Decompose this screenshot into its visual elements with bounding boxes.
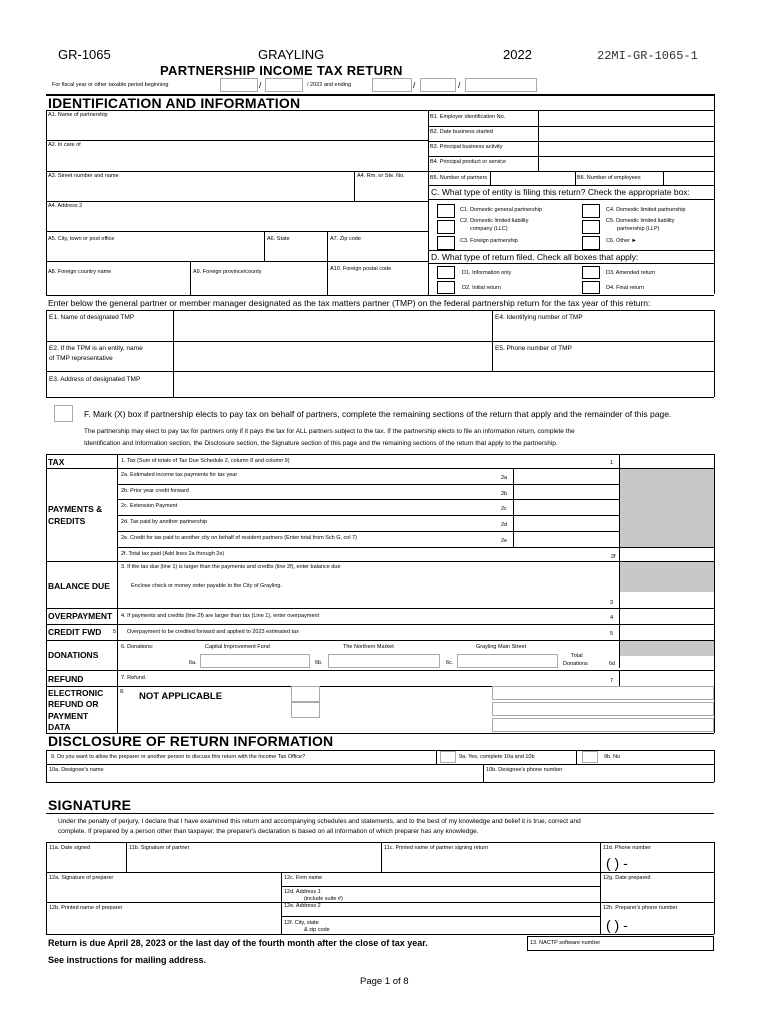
line2d-label: 2d. Tax paid by another partnership: [121, 519, 208, 525]
rule: [428, 141, 714, 142]
e2-label: E2. If the TPM is an entity, name: [49, 345, 143, 352]
c2-label: C2. Domestic limited liability: [460, 218, 529, 224]
line3-note: Enclose check or money order payable to the City of Grayling.: [131, 583, 283, 589]
line6d-number: 6d: [609, 661, 616, 667]
rule: [428, 250, 714, 251]
13-label: 13. NACTP software number: [530, 940, 601, 946]
donation-6c-field[interactable]: [457, 654, 558, 668]
c4-checkbox[interactable]: [582, 204, 600, 218]
rule: [46, 872, 714, 873]
line2d-number: 2d: [501, 522, 508, 528]
c2-label-line2: company (LLC): [470, 226, 508, 232]
a9-label: A9. Foreign province/county: [193, 269, 262, 275]
line2b-amount-field[interactable]: [515, 486, 618, 498]
e3-tmp-address-field[interactable]: [175, 373, 712, 396]
rule: [575, 171, 576, 185]
line2d-amount-field[interactable]: [515, 517, 618, 529]
rule: [576, 750, 577, 764]
donation-main-street-label: Grayling Main Street: [476, 644, 527, 650]
rule: [46, 750, 47, 782]
tax-year: 2022: [503, 47, 532, 62]
e2-representative-field[interactable]: [175, 343, 490, 370]
line5-label: Overpayment to be credited forward and applied to 2023 estimated tax: [127, 629, 299, 635]
ending-label: / 2022 and ending: [307, 82, 352, 88]
e5-label: E5. Phone number of TMP: [495, 345, 572, 352]
line4-amount-field[interactable]: [621, 610, 712, 623]
form-title: PARTNERSHIP INCOME TAX RETURN: [160, 63, 403, 78]
line2e-amount-field[interactable]: [515, 533, 618, 546]
d1-checkbox[interactable]: [437, 266, 455, 279]
11d-phone-mask[interactable]: ( ) -: [606, 855, 628, 871]
a7-label: A7. Zip code: [330, 236, 361, 242]
line2b-label: 2b. Prior year credit forward: [121, 488, 189, 494]
rule: [46, 261, 428, 262]
rule: [46, 371, 714, 372]
c5-checkbox[interactable]: [582, 220, 600, 234]
12d-label-line2: (include suite #): [304, 896, 343, 902]
a5-label: A5. City, town or post office: [48, 236, 115, 242]
rule: [46, 468, 714, 469]
electronic-account-field[interactable]: [492, 702, 714, 716]
line5-prefix-number: 5: [113, 629, 117, 635]
balance-due-label: BALANCE DUE: [48, 581, 110, 591]
line6a-number: 6a.: [189, 660, 197, 666]
line5-amount-field[interactable]: [621, 626, 712, 639]
rule: [513, 468, 514, 548]
rule: [714, 94, 715, 294]
rule: [46, 231, 428, 232]
d3-checkbox[interactable]: [582, 266, 600, 279]
rule: [46, 110, 47, 295]
12f-label: 12f. City, state: [284, 920, 319, 926]
electronic-label-line4: DATA: [48, 722, 71, 732]
line6d-amount-field[interactable]: [621, 657, 712, 668]
rule: [117, 531, 619, 532]
11b-label: 11b. Signature of partner: [129, 845, 190, 851]
rule: [264, 231, 265, 261]
line2c-number: 2c: [501, 506, 507, 512]
electronic-box-1[interactable]: [291, 686, 320, 702]
line4-label: 4. If payments and credits (line 2f) are larger than tax (Line 1), enter overpayment: [121, 613, 320, 619]
line6c-number: 6c.: [446, 660, 454, 666]
e1-tmp-name-field[interactable]: [175, 312, 490, 340]
10b-label: 10b. Designee's phone number: [486, 767, 563, 773]
rule: [46, 842, 714, 843]
c3-checkbox[interactable]: [437, 236, 455, 250]
rule: [46, 454, 714, 455]
10a-label: 10a. Designee's name: [49, 767, 104, 773]
9b-no-checkbox[interactable]: [582, 751, 598, 763]
f-election-label: F. Mark (X) box if partnership elects to pay tax on behalf of partners, complete the remaining sections of the return that apply and the remainder of this page.: [84, 409, 672, 419]
c6-label: C6. Other ►: [606, 238, 637, 244]
rule: [46, 902, 714, 903]
donation-6b-field[interactable]: [328, 654, 440, 668]
rule: [428, 199, 714, 200]
rule: [381, 842, 382, 872]
line3-number: 3: [610, 600, 614, 606]
e1-label: E1. Name of designated TMP: [49, 314, 135, 321]
rule: [46, 750, 714, 751]
line2a-number: 2a: [501, 475, 508, 481]
rule: [46, 561, 714, 562]
rule: [428, 156, 714, 157]
election-note: The partnership may elect to pay tax for partners only if it pays the tax for ALL partners subject to the tax. If the partnership elects to file an information return, complete the: [84, 428, 575, 435]
rule: [46, 295, 714, 296]
a4-address2-label: A4. Address 2: [48, 203, 83, 209]
line9-label: 9. Do you want to allow the preparer or another person to discuss this return with the Income Tax Office?: [51, 754, 306, 760]
rule: [490, 171, 491, 185]
line6b-number: 6b.: [315, 660, 323, 666]
electronic-label-line3: PAYMENT: [48, 711, 89, 721]
12h-label: 12h. Preparer's phone number: [603, 905, 678, 911]
fiscal-end-year[interactable]: [465, 78, 537, 92]
electronic-routing-field[interactable]: [492, 686, 714, 700]
rule: [117, 454, 118, 733]
rule: [281, 886, 600, 887]
b1-ein-field[interactable]: [540, 112, 712, 126]
rule: [46, 608, 714, 609]
rule: [428, 263, 714, 264]
line8-number: 8.: [120, 689, 125, 695]
b1-label: B1. Employer identification No.: [430, 114, 506, 120]
line2c-amount-field[interactable]: [515, 501, 618, 513]
rule: [428, 110, 429, 295]
c2-checkbox[interactable]: [437, 220, 455, 234]
c5-label-line2: partnership (LLP): [617, 226, 660, 232]
rule: [46, 934, 714, 935]
rule: [46, 341, 714, 342]
total-donations-label: Total: [571, 653, 583, 659]
rule: [46, 397, 714, 398]
perjury-text: Under the penalty of perjury, I declare that I have examined this return and accompanying schedules and statements, and to the best of my knowledge and belief it is true, correct and: [58, 818, 581, 825]
mailing-instructions-text: See instructions for mailing address.: [48, 955, 207, 965]
rule: [714, 750, 715, 782]
line2f-number: 2f: [611, 554, 616, 560]
city-name: GRAYLING: [258, 47, 325, 62]
overpayment-label: OVERPAYMENT: [48, 611, 113, 621]
rule: [46, 813, 714, 814]
d4-label: D4. Final return: [606, 285, 644, 291]
credit-fwd-label: CREDIT FWD: [48, 627, 102, 637]
page-number: Page 1 of 8: [360, 976, 409, 987]
a10-label: A10. Foreign postal code: [330, 266, 392, 272]
rule: [46, 310, 47, 397]
line7-amount-field[interactable]: [621, 672, 712, 685]
donation-northern-market-label: The Northern Market: [343, 644, 394, 650]
identification-heading: IDENTIFICATION AND INFORMATION: [48, 95, 301, 111]
e3-label: E3. Address of designated TMP: [49, 376, 141, 383]
rule: [46, 782, 714, 783]
line2a-label: 2a. Estimated income tax payments for tax year: [121, 472, 238, 478]
disclosure-heading: DISCLOSURE OF RETURN INFORMATION: [48, 733, 334, 749]
9a-yes-checkbox[interactable]: [440, 751, 456, 763]
line7-label: 7. Refund.: [121, 675, 147, 681]
fiscal-end-day[interactable]: [420, 78, 456, 92]
12f-label-line2: & zip code: [304, 927, 330, 933]
12g-label: 12g. Date prepared: [603, 875, 651, 881]
shaded-cell: [620, 468, 714, 547]
rule: [46, 310, 714, 311]
d4-checkbox[interactable]: [582, 281, 600, 294]
rule: [281, 916, 600, 917]
d2-checkbox[interactable]: [437, 281, 455, 294]
rule: [619, 670, 620, 686]
electronic-label-line2: REFUND OR: [48, 699, 99, 709]
a2-in-care-of-field[interactable]: [48, 150, 426, 169]
not-applicable-text: NOT APPLICABLE: [139, 691, 223, 702]
rule: [46, 624, 714, 625]
form-code: GR-1065: [58, 47, 111, 62]
rule: [46, 842, 47, 934]
rule: [428, 126, 714, 127]
c4-label: C4. Domestic limited partnership: [606, 207, 686, 213]
a4-label: A4. Rm. or Ste. No.: [357, 173, 405, 179]
line2f-amount-field[interactable]: [621, 549, 712, 560]
b5-label: B5. Number of partners: [430, 175, 488, 181]
form-id: 22MI-GR-1065-1: [597, 49, 698, 63]
line1-number: 1: [610, 460, 614, 466]
donation-capital-fund-label: Capital Improvement Fund: [205, 644, 270, 650]
d1-label: D1. Information only: [462, 270, 512, 276]
line2e-label: 2e. Credit for tax paid to another city on behalf of resident partners (Enter total from Sch G, col 7): [121, 535, 358, 541]
payments-label: PAYMENTS &: [48, 504, 103, 514]
9a-label: 9a. Yes, complete 10a and 10b: [459, 754, 535, 760]
line1-amount-field[interactable]: [621, 456, 712, 468]
line7-number: 7: [610, 678, 614, 684]
perjury-text-line2: complete. If prepared by a person other than taxpayer, the preparer's declaration is based on all information of which preparer has any knowledge.: [58, 828, 479, 835]
c6-checkbox[interactable]: [582, 236, 600, 250]
rule: [281, 872, 282, 934]
rule: [600, 842, 601, 934]
due-date-text: Return is due April 28, 2023 or the last day of the fourth month after the close of tax year.: [48, 938, 428, 948]
line2a-amount-field[interactable]: [515, 470, 618, 483]
a1-label: A1. Name of partnership: [48, 112, 108, 118]
d-question: D. What type of return filed. Check all boxes that apply:: [431, 252, 639, 262]
tax-label: TAX: [48, 457, 65, 467]
fiscal-begin-month[interactable]: [220, 78, 258, 92]
refund-label: REFUND: [48, 674, 84, 684]
f-election-checkbox[interactable]: [54, 405, 73, 422]
electronic-label: ELECTRONIC: [48, 688, 104, 698]
line2c-label: 2c. Extension Payment: [121, 503, 178, 509]
rule: [46, 171, 428, 172]
rule: [46, 670, 714, 671]
donation-6a-field[interactable]: [200, 654, 310, 668]
line2e-number: 2e: [501, 538, 508, 544]
line3-amount-field[interactable]: [621, 594, 712, 607]
shaded-cell: [620, 561, 714, 592]
rule: [428, 171, 714, 172]
c3-label: C3. Foreign partnership: [460, 238, 518, 244]
c-question: C. What type of entity is filing this return? Check the appropriate box:: [431, 187, 690, 197]
rule: [126, 842, 127, 872]
a6-label: A6. State: [267, 236, 290, 242]
rule: [327, 261, 328, 295]
12c-label: 12c. Firm name: [284, 875, 323, 881]
election-note-line2: Identification and Information section, the Disclosure section, the Signature section of this page and the remaining sections of the return that apply to the partnership.: [84, 440, 558, 447]
a2-label: A2. In care of: [48, 142, 81, 148]
e2-label-line2: of TMP representative: [49, 355, 113, 362]
c1-label: C1. Domestic general partnership: [460, 207, 542, 213]
a8-label: A8. Foreign country name: [48, 269, 112, 275]
signature-heading: SIGNATURE: [48, 797, 132, 813]
rule: [117, 484, 619, 485]
b3-label: B3. Principal business activity: [430, 144, 503, 150]
rule: [117, 547, 714, 548]
line5-number: 5: [610, 631, 614, 637]
rule: [483, 764, 484, 782]
rule: [354, 171, 355, 201]
fiscal-end-month[interactable]: [372, 78, 412, 92]
c5-label: C5. Domestic limited liability: [606, 218, 675, 224]
e4-label: E4. Identifying number of TMP: [495, 314, 583, 321]
12d-label: 12d. Address 1: [284, 889, 321, 895]
line1-label: 1. Tax (Sum of totals of Tax Due Schedule 2, column 8 and column 9): [121, 458, 290, 464]
b4-label: B4. Principal product or service: [430, 159, 507, 165]
11a-label: 11a. Date signed: [49, 845, 91, 851]
slash: /: [458, 80, 461, 90]
a3-label: A3. Street number and name: [48, 173, 119, 179]
credits-label: CREDITS: [48, 516, 86, 526]
11d-label: 11d. Phone number: [603, 845, 651, 851]
rule: [46, 640, 714, 641]
d3-label: D3. Amended return: [606, 270, 656, 276]
donations-label: DONATIONS: [48, 650, 99, 660]
electronic-box-2[interactable]: [291, 702, 320, 718]
electronic-extra-field[interactable]: [492, 718, 714, 732]
tmp-intro: Enter below the general partner or member manager designated as the tax matters partner (TMP) on the federal partnership return for the tax year of this return:: [48, 298, 651, 308]
fiscal-label: For fiscal year or other taxable period beginning: [52, 82, 169, 88]
rule: [190, 261, 191, 295]
total-donations-label-line2: Donations: [563, 661, 588, 667]
9b-label: 9b. No: [604, 754, 621, 760]
rule: [46, 110, 714, 111]
rule: [663, 171, 664, 185]
rule: [46, 201, 428, 202]
line2b-number: 2b: [501, 491, 508, 497]
rule: [327, 231, 328, 261]
slash: /: [259, 80, 262, 90]
rule: [714, 454, 715, 733]
rule: [117, 499, 619, 500]
rule: [173, 310, 174, 397]
a1-partnership-name-field[interactable]: [48, 120, 426, 139]
12a-label: 12a. Signature of preparer: [49, 875, 114, 881]
rule: [46, 140, 428, 141]
rule: [117, 515, 619, 516]
line2f-label: 2f. Total tax paid (Add lines 2a through 2e): [121, 551, 225, 557]
11c-label: 11c. Printed name of partner signing return: [384, 845, 489, 851]
d2-label: D2. Initial return: [462, 285, 501, 291]
12b-label: 12b. Printed name of preparer: [49, 905, 123, 911]
shaded-cell: [620, 640, 714, 656]
rule: [428, 185, 714, 186]
line3-label: 3. If the tax due (line 1) is larger than the payments and credits (line 2f), enter balance due: [121, 564, 341, 570]
b2-label: B2. Date business started: [430, 129, 493, 135]
rule: [714, 842, 715, 934]
b6-label: B6. Number of employees: [577, 175, 641, 181]
fiscal-begin-day[interactable]: [265, 78, 303, 92]
rule: [436, 750, 437, 764]
rule: [46, 454, 47, 733]
rule: [46, 764, 714, 765]
rule: [714, 310, 715, 397]
c1-checkbox[interactable]: [437, 204, 455, 218]
slash: /: [413, 80, 416, 90]
12e-label: 12e. Address 2: [284, 903, 321, 909]
12h-phone-mask[interactable]: ( ) -: [606, 917, 628, 933]
line6-label: 6. Donations:: [121, 644, 154, 650]
line4-number: 4: [610, 615, 614, 621]
